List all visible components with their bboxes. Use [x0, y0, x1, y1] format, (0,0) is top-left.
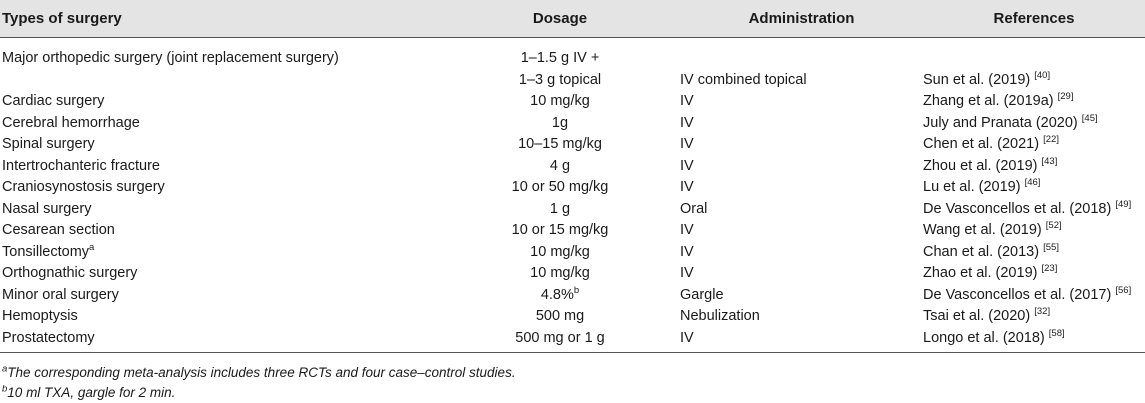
cell-surgery-type-text: Nasal surgery — [2, 200, 92, 217]
table-header — [0, 0, 1145, 38]
header-types-of-surgery: Types of surgery — [0, 0, 440, 38]
table-row — [0, 263, 1145, 285]
footnote-b — [2, 383, 1145, 403]
cell-administration-text: IV — [680, 329, 694, 346]
cell-administration-text: IV — [680, 114, 694, 131]
cell-administration-text: IV — [680, 157, 694, 174]
table-row — [0, 38, 1145, 70]
cell-surgery-type — [0, 242, 440, 264]
cell-administration — [680, 306, 923, 328]
cell-surgery-type — [0, 113, 440, 135]
cell-administration — [680, 134, 923, 156]
header-administration: Administration — [680, 0, 923, 38]
cell-dosage — [440, 177, 680, 199]
cell-administration — [680, 113, 923, 135]
cell-reference-text: De Vasconcellos et al. (2017) — [923, 286, 1112, 303]
cell-dosage-text: 10 mg/kg — [530, 93, 590, 109]
cell-administration — [680, 285, 923, 307]
table-row — [0, 177, 1145, 199]
cell-dosage — [440, 263, 680, 285]
cell-dosage — [440, 38, 680, 70]
cell-reference-sup: [23] — [1041, 263, 1058, 275]
cell-reference-text: Lu et al. (2019) — [923, 179, 1021, 195]
cell-administration — [680, 242, 923, 264]
cell-administration — [680, 156, 923, 178]
header-row — [0, 0, 1145, 38]
cell-dosage-text: 500 mg or 1 g — [515, 329, 605, 346]
cell-reference-sup: [49] — [1115, 198, 1132, 210]
cell-reference-sup: [32] — [1034, 306, 1051, 318]
table-row — [0, 113, 1145, 135]
cell-reference — [923, 199, 1145, 221]
cell-reference-text: Zhang et al. (2019a) — [923, 93, 1054, 109]
cell-reference — [923, 220, 1145, 242]
cell-reference — [923, 134, 1145, 156]
table-row — [0, 199, 1145, 221]
table-row — [0, 70, 1145, 92]
cell-reference-sup: [22] — [1043, 134, 1059, 146]
cell-surgery-type — [0, 38, 440, 70]
footnote-mark: b — [2, 383, 8, 395]
table-body — [0, 38, 1145, 353]
table-row — [0, 91, 1145, 113]
cell-reference-text: Zhao et al. (2019) — [923, 265, 1038, 281]
cell-surgery-type-text: Cesarean section — [2, 222, 115, 238]
cell-administration-text: IV — [680, 222, 694, 238]
cell-dosage-text: 10 mg/kg — [530, 243, 590, 260]
table-row — [0, 328, 1145, 353]
cell-surgery-type-text: Prostatectomy — [2, 329, 95, 346]
cell-reference-text: Chan et al. (2013) — [923, 243, 1040, 260]
cell-surgery-type-text: Orthognathic surgery — [2, 265, 138, 281]
cell-reference — [923, 113, 1145, 135]
cell-surgery-type-text: Minor oral surgery — [2, 286, 119, 303]
cell-dosage — [440, 306, 680, 328]
cell-administration-text: IV — [680, 93, 694, 109]
cell-dosage — [440, 220, 680, 242]
cell-administration — [680, 91, 923, 113]
cell-reference-text: July and Pranata (2020) — [923, 114, 1078, 131]
cell-administration-text: IV — [680, 265, 694, 281]
cell-surgery-type-text: Craniosynostosis surgery — [2, 179, 165, 195]
cell-administration — [680, 177, 923, 199]
cell-surgery-type-text: Tonsillectomy — [2, 243, 90, 260]
cell-reference — [923, 70, 1145, 92]
cell-administration-text: Oral — [680, 200, 708, 217]
cell-surgery-type — [0, 220, 440, 242]
table-row — [0, 242, 1145, 264]
cell-reference-text: Zhou et al. (2019) — [923, 157, 1038, 174]
cell-dosage-text: 10 or 15 mg/kg — [511, 222, 609, 238]
cell-surgery-type — [0, 306, 440, 328]
cell-surgery-type — [0, 328, 440, 353]
cell-administration — [680, 70, 923, 92]
cell-reference — [923, 38, 1145, 70]
cell-administration — [680, 263, 923, 285]
cell-dosage-text: 10 or 50 mg/kg — [511, 179, 609, 195]
cell-surgery-type — [0, 285, 440, 307]
cell-dosage-text: 1–1.5 g IV + — [520, 50, 600, 66]
cell-reference-text: De Vasconcellos et al. (2018) — [923, 200, 1112, 217]
cell-surgery-type-text: Cerebral hemorrhage — [2, 114, 140, 131]
cell-dosage — [440, 156, 680, 178]
cell-reference-sup: [56] — [1115, 284, 1132, 296]
cell-dosage-text: 1 g — [549, 200, 571, 217]
cell-surgery-type-text: Intertrochanteric fracture — [2, 157, 160, 174]
cell-reference — [923, 156, 1145, 178]
cell-surgery-type-text: Major orthopedic surgery (joint replacement surgery) — [2, 50, 339, 66]
cell-reference-text: Chen et al. (2021) — [923, 136, 1040, 152]
cell-surgery-type — [0, 177, 440, 199]
footnote-text: 10 ml TXA, gargle for 2 min. — [7, 385, 176, 400]
cell-dosage-text: 10 mg/kg — [530, 265, 590, 281]
cell-reference-text: Sun et al. (2019) — [923, 71, 1031, 88]
table-row — [0, 134, 1145, 156]
cell-dosage-text: 1–3 g topical — [518, 71, 602, 88]
cell-reference — [923, 91, 1145, 113]
cell-administration — [680, 328, 923, 353]
cell-dosage — [440, 134, 680, 156]
cell-surgery-type-text: Hemoptysis — [2, 308, 78, 324]
cell-administration-text: Gargle — [680, 286, 724, 303]
cell-reference-text: Longo et al. (2018) — [923, 329, 1045, 346]
cell-dosage — [440, 285, 680, 307]
cell-administration-text: IV — [680, 136, 694, 152]
header-dosage: Dosage — [440, 0, 680, 38]
cell-dosage — [440, 70, 680, 92]
cell-reference — [923, 306, 1145, 328]
cell-reference-sup: [58] — [1048, 327, 1065, 339]
cell-dosage-text: 4 g — [549, 157, 571, 174]
cell-surgery-type — [0, 156, 440, 178]
cell-surgery-type — [0, 134, 440, 156]
cell-dosage — [440, 328, 680, 353]
cell-reference — [923, 285, 1145, 307]
cell-reference-sup: [43] — [1041, 155, 1058, 167]
cell-dosage-text: 10–15 mg/kg — [518, 136, 602, 152]
cell-dosage — [440, 199, 680, 221]
table-row — [0, 156, 1145, 178]
cell-reference-text: Wang et al. (2019) — [923, 222, 1042, 238]
footnote-text: The corresponding meta-analysis includes three RCTs and four case–control studies. — [7, 365, 516, 380]
cell-surgery-type-text: Cardiac surgery — [2, 93, 105, 109]
table-row — [0, 285, 1145, 307]
cell-reference — [923, 263, 1145, 285]
cell-dosage — [440, 242, 680, 264]
table-footnotes — [0, 363, 1145, 403]
cell-reference-sup: [52] — [1045, 220, 1062, 232]
cell-administration — [680, 199, 923, 221]
table-row — [0, 220, 1145, 242]
cell-reference-sup: [40] — [1034, 69, 1051, 81]
cell-reference — [923, 242, 1145, 264]
cell-administration-text: IV combined topical — [680, 71, 807, 88]
cell-reference-sup: [55] — [1043, 241, 1059, 253]
cell-administration-text: Nebulization — [680, 308, 760, 324]
cell-reference-sup: [45] — [1081, 112, 1098, 124]
cell-surgery-type-text: Spinal surgery — [2, 136, 95, 152]
table-row — [0, 306, 1145, 328]
cell-administration — [680, 38, 923, 70]
cell-surgery-type-sup: a — [89, 241, 95, 253]
cell-dosage — [440, 113, 680, 135]
cell-surgery-type — [0, 91, 440, 113]
header-references: References — [923, 0, 1145, 38]
cell-reference — [923, 328, 1145, 353]
cell-surgery-type — [0, 263, 440, 285]
cell-reference-sup: [29] — [1057, 91, 1074, 103]
cell-dosage-text: 1g — [551, 114, 569, 131]
cell-administration — [680, 220, 923, 242]
cell-reference-sup: [46] — [1024, 177, 1041, 189]
footnote-mark: a — [2, 363, 8, 375]
cell-dosage — [440, 91, 680, 113]
cell-dosage-sup: b — [573, 284, 580, 296]
cell-dosage-text: 4.8% — [540, 286, 574, 303]
cell-dosage-text: 500 mg — [535, 308, 585, 324]
footnote-a — [2, 363, 1145, 383]
cell-administration-text: IV — [680, 179, 694, 195]
cell-administration-text: IV — [680, 243, 694, 260]
cell-surgery-type — [0, 70, 440, 92]
cell-reference — [923, 177, 1145, 199]
cell-surgery-type — [0, 199, 440, 221]
cell-reference-text: Tsai et al. (2020) — [923, 308, 1031, 324]
